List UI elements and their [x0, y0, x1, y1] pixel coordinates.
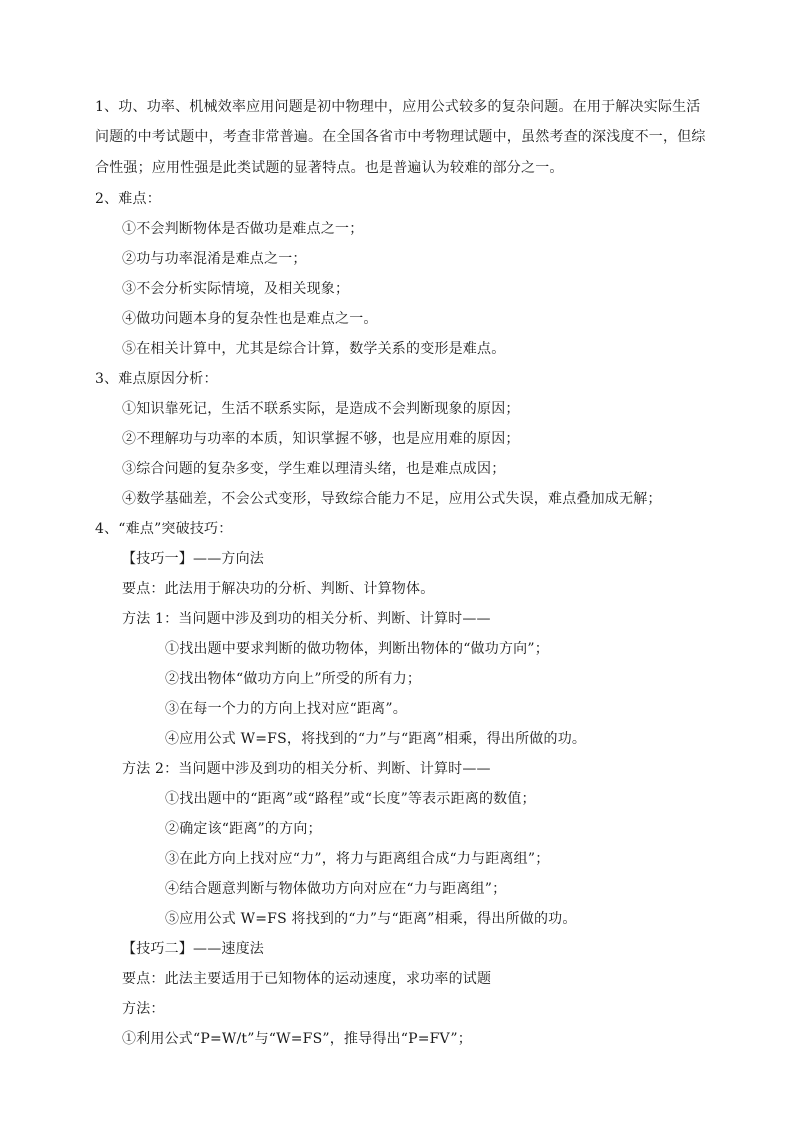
difficulty-item: ⑤在相关计算中，尤其是综合计算，数学关系的变形是难点。 — [122, 341, 506, 357]
method-1-step: ④应用公式 W=FS，将找到的“力”与“距离”相乘，得出所做的功。 — [165, 731, 587, 747]
method-1-step: ②找出物体“做功方向上”所受的所有力； — [165, 671, 422, 687]
technique-2-step: ①利用公式“P=W/t”与“W=FS”，推导得出“P=FV”； — [122, 1031, 472, 1047]
intro-line-1: 1、功、功率、机械效率应用问题是初中物理中，应用公式较多的复杂问题。在用于解决实际生活 — [95, 99, 701, 115]
cause-item: ③综合问题的复杂多变，学生难以理清头绪，也是难点成因； — [122, 461, 506, 477]
difficulty-item: ④做功问题本身的复杂性也是难点之一。 — [122, 311, 378, 327]
intro-line-2: 问题的中考试题中，考查非常普遍。在全国各省市中考物理试题中，虽然考查的深浅度不一，但综 — [95, 129, 706, 145]
method-2-step: ④结合题意判断与物体做功方向对应在“力与距离组”； — [165, 881, 507, 897]
section-3-heading: 3、难点原因分析： — [95, 371, 218, 387]
technique-2-keypoint: 要点：此法主要适用于已知物体的运动速度，求功率的试题 — [122, 971, 492, 987]
technique-1-title: 【技巧一】——方向法 — [122, 551, 264, 567]
method-1-label: 方法 1：当问题中涉及到功的相关分析、判断、计算时—— — [122, 611, 491, 627]
method-2-step: ②确定该“距离”的方向； — [165, 821, 322, 837]
method-2-step: ①找出题中的“距离”或“路程”或“长度”等表示距离的数值； — [165, 791, 536, 807]
cause-item: ④数学基础差，不会公式变形，导致综合能力不足，应用公式失误，难点叠加成无解； — [122, 491, 662, 507]
cause-item: ①知识靠死记，生活不联系实际，是造成不会判断现象的原因； — [122, 401, 520, 417]
technique-2-method-label: 方法： — [122, 1001, 165, 1017]
section-2-heading: 2、难点： — [95, 191, 161, 207]
method-1-step: ③在每一个力的方向上找对应“距离”。 — [165, 701, 407, 717]
difficulty-item: ②功与功率混淆是难点之一； — [122, 251, 307, 267]
method-2-label: 方法 2：当问题中涉及到功的相关分析、判断、计算时—— — [122, 761, 491, 777]
section-4-heading: 4、“难点”突破技巧： — [95, 521, 233, 537]
method-2-step: ⑤应用公式 W=FS 将找到的“力”与“距离”相乘，得出所做的功。 — [165, 911, 577, 927]
intro-line-3: 合性强；应用性强是此类试题的显著特点。也是普遍认为较难的部分之一。 — [95, 160, 564, 176]
method-2-step: ③在此方向上找对应“力”，将力与距离组合成“力与距离组”； — [165, 851, 550, 867]
difficulty-item: ③不会分析实际情境，及相关现象； — [122, 281, 350, 297]
method-1-step: ①找出题中要求判断的做功物体，判断出物体的“做功方向”； — [165, 641, 549, 657]
technique-1-keypoint: 要点：此法用于解决功的分析、判断、计算物体。 — [122, 581, 435, 597]
cause-item: ②不理解功与功率的本质，知识掌握不够，也是应用难的原因； — [122, 431, 520, 447]
difficulty-item: ①不会判断物体是否做功是难点之一； — [122, 221, 364, 237]
technique-2-title: 【技巧二】——速度法 — [122, 941, 264, 957]
